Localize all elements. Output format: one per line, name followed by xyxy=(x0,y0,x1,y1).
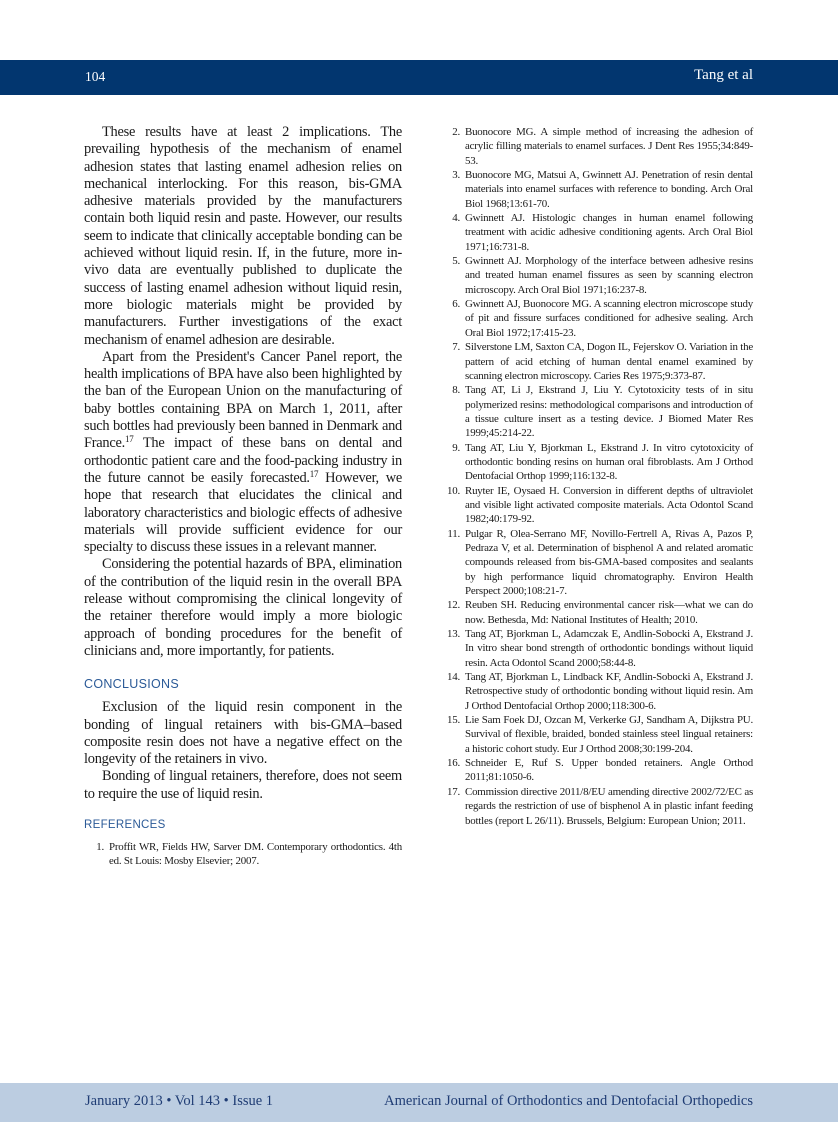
citation-superscript[interactable]: 17 xyxy=(309,468,319,479)
reference-item xyxy=(440,383,753,440)
reference-item xyxy=(440,670,753,713)
reference-number: 6. xyxy=(452,298,460,311)
reference-number: 4. xyxy=(452,212,460,225)
reference-number: 11. xyxy=(447,527,460,540)
reference-text: Buonocore MG. A simple method of increasing the adhesion of acrylic filling materials to enamel surfaces. J Dent Res 1955;34:849-53. xyxy=(465,126,753,167)
page-footer xyxy=(0,1083,838,1122)
reference-text: Commission directive 2011/8/EU amending directive 2002/72/EC as regards the restriction of use of bisphenol A in plastic infant feeding bottles (report L 26/11). Brussels, Belgium: European Union; 2011. xyxy=(465,785,753,827)
conclusion-paragraph: Exclusion of the liquid resin component in the bonding of lingual retainers with bis-GMA–based composite resin does not have a negative effect on the longevity of the retainers in vivo. xyxy=(84,699,402,768)
reference-item xyxy=(440,168,753,211)
references-heading: REFERENCES xyxy=(84,818,166,831)
reference-number: 5. xyxy=(452,255,460,268)
reference-number: 12. xyxy=(446,599,460,612)
reference-number: 13. xyxy=(446,628,460,641)
reference-item xyxy=(440,484,753,527)
reference-text: Ruyter IE, Oysaed H. Conversion in different depths of ultraviolet and visible light activated composite materials. Acta Odontol Scand 1982;40:179-92. xyxy=(465,484,753,526)
reference-text: Tang AT, Liu Y, Bjorkman L, Ekstrand J. In vitro cytotoxicity of orthodontic bonding resins on human oral fibroblasts. Am J Orthod Dentofacial Orthop 1999;116:132-8. xyxy=(465,441,753,483)
reference-number: 14. xyxy=(446,671,460,684)
reference-text: Tang AT, Bjorkman L, Lindback KF, Andlin-Sobocki A, Ekstrand J. Retrospective study of orthodontic bonding without liquid resin. Am J Orthod Dentofacial Orthop 2000;118:300-6. xyxy=(465,671,753,712)
reference-item xyxy=(440,211,753,254)
left-column xyxy=(84,124,402,869)
reference-text: Tang AT, Li J, Ekstrand J, Liu Y. Cytotoxicity tests of in situ polymerized resins: methodological comparisons and introduction of a tissue culture insert as a testing device. J Biomed Mater Res 1999;45:214-22. xyxy=(465,384,753,440)
reference-number: 15. xyxy=(446,714,460,727)
body-paragraph: Considering the potential hazards of BPA, elimination of the contribution of the liquid resin in the overall BPA release without compromising the clinical longevity of the retainer therefore would imply a more biologic approach of bonding procedures for the benefit of clinicians and, more importantly, for patients. xyxy=(84,556,402,659)
running-header xyxy=(0,60,838,95)
reference-list-right xyxy=(440,125,753,828)
page-number: 104 xyxy=(85,69,106,84)
reference-text: Silverstone LM, Saxton CA, Dogon IL, Fejerskov O. Variation in the pattern of acid etching of human dental enamel examined by scanning electron microscopy. Caries Res 1975;9:373-87. xyxy=(465,341,753,382)
reference-text: Gwinnett AJ. Histologic changes in human enamel following treatment with acidic adhesive conditioning agents. Arch Oral Biol 1971;16:731-8. xyxy=(465,212,753,253)
reference-item xyxy=(440,340,753,383)
text-segment: Apart from the President's Cancer Panel report, the health implications of BPA have also been highlighted by the ban of the European Union on the manufacturing of baby bottles containing BPA on March 1, 2011, after such bottles had previously been banned in Denmark and France. xyxy=(84,348,402,452)
reference-item xyxy=(440,297,753,340)
reference-text: Schneider E, Ruf S. Upper bonded retainers. Angle Orthod 2011;81:1050-6. xyxy=(465,757,753,784)
reference-number: 9. xyxy=(452,441,460,454)
reference-item xyxy=(440,756,753,785)
reference-text: Lie Sam Foek DJ, Ozcan M, Verkerke GJ, Sandham A, Dijkstra PU. Survival of flexible, braided, bonded stainless steel lingual retainers: a historic cohort study. Eur J Orthod 2008;30:199-204. xyxy=(465,714,753,755)
reference-item xyxy=(440,254,753,297)
text-segment: The impact of these bans on dental and orthodontic patient care and the food-packing industry in the future cannot be easily forecasted. xyxy=(84,435,402,486)
reference-text: Gwinnett AJ. Morphology of the interface between adhesive resins and treated human enamel fissures as seen by scanning electron microscopy. Arch Oral Biol 1971;16:237-8. xyxy=(465,255,753,296)
reference-text: Buonocore MG, Matsui A, Gwinnett AJ. Penetration of resin dental materials into enamel surfaces with reference to bonding. Arch Oral Biol 1968;13:61-70. xyxy=(465,169,753,210)
reference-item xyxy=(84,840,402,869)
conclusion-paragraph: Bonding of lingual retainers, therefore, does not seem to require the use of liquid resin. xyxy=(84,768,402,802)
reference-item xyxy=(440,598,753,627)
reference-item xyxy=(440,627,753,670)
text-segment: However, we hope that research that elucidates the clinical and laboratory characteristics and biologic effects of adhesive materials will provide sufficient evidence for our specialty to discuss these issues in a relevant manner. xyxy=(84,469,402,556)
conclusions-heading: CONCLUSIONS xyxy=(84,677,179,692)
reference-number: 17. xyxy=(446,785,460,798)
reference-item xyxy=(440,527,753,599)
body-paragraph: These results have at least 2 implications. The prevailing hypothesis of the mechanism of enamel adhesion states that lasting enamel adhesion relies on mechanical interlocking. For this reason, bis-GMA adhesive materials provided by the manufacturers contain both liquid resin and paste. However, our results seem to indicate that clinically acceptable bonding can be achieved without liquid resin. If, in the future, more in-vivo data are eventually published to duplicate the success of lasting enamel adhesion without liquid resin, more biologic materials might be provided by manufacturers. Further investigations of the exact mechanism of enamel adhesion are desirable. xyxy=(84,124,402,348)
reference-item xyxy=(440,441,753,484)
journal-name: American Journal of Orthodontics and Dentofacial Orthopedics xyxy=(384,1093,753,1109)
reference-number: 2. xyxy=(452,126,460,138)
reference-text: Pulgar R, Olea-Serrano MF, Novillo-Fertrell A, Rivas A, Pazos P, Pedraza V, et al. Determination of bisphenol A and related aromatic compounds released from bis-GMA-based composites and sealants by high performance liquid chromatography. Environ Health Perspect 2000;108:21-7. xyxy=(465,527,753,597)
reference-number: 1. xyxy=(96,840,104,853)
reference-list-left xyxy=(84,840,402,869)
reference-number: 7. xyxy=(452,341,460,354)
reference-item xyxy=(440,713,753,756)
reference-text: Tang AT, Bjorkman L, Adamczak E, Andlin-Sobocki A, Ekstrand J. In vitro shear bond strength of orthodontic bondings without liquid resin. Acta Odontol Scand 2000;58:44-8. xyxy=(465,628,753,669)
reference-text: Gwinnett AJ, Buonocore MG. A scanning electron microscope study of pit and fissure surfaces conditioned for adhesive sealing. Arch Oral Biol 1972;17:415-23. xyxy=(465,298,753,339)
reference-number: 16. xyxy=(446,757,460,770)
body-paragraph xyxy=(84,349,402,557)
citation-superscript[interactable]: 17 xyxy=(125,434,134,445)
issue-info: January 2013 • Vol 143 • Issue 1 xyxy=(85,1093,274,1109)
reference-number: 8. xyxy=(452,384,460,397)
running-head-authors: Tang et al xyxy=(694,67,753,83)
reference-text: Proffit WR, Fields HW, Sarver DM. Contemporary orthodontics. 4th ed. St Louis: Mosby Elsevier; 2007. xyxy=(109,840,402,868)
reference-item xyxy=(440,785,753,828)
reference-item xyxy=(440,125,753,168)
reference-number: 10. xyxy=(446,484,460,497)
reference-number: 3. xyxy=(452,169,460,182)
reference-text: Reuben SH. Reducing environmental cancer risk—what we can do now. Bethesda, Md: National Institutes of Health; 2010. xyxy=(465,599,753,626)
